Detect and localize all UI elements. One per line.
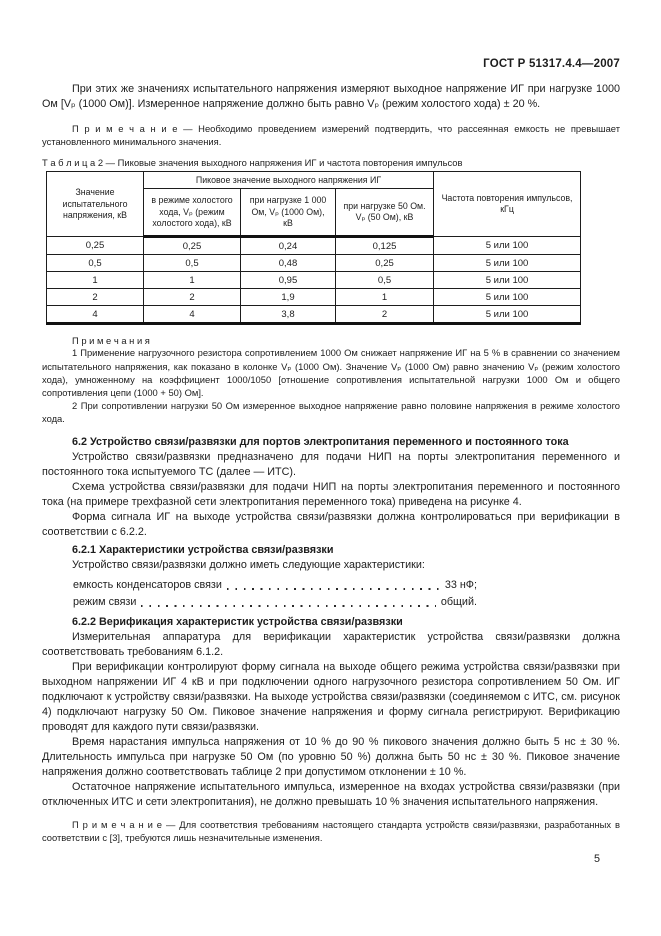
table-notes-title: П р и м е ч а н и я <box>72 335 150 347</box>
section-6-2-paragraph: Схема устройства связи/развязки для подачи НИП на порты электропитания переменного и постоянного тока (на примере трехфазной сети электропитания переменного тока) приведена на рисунке 4. <box>42 480 620 508</box>
table-cell: 2 <box>336 306 434 324</box>
table-cell: 3,8 <box>241 306 336 324</box>
table-cell: 0,25 <box>144 237 241 255</box>
table-cell: 1 <box>47 272 144 289</box>
characteristic-label: емкость конденсаторов связи <box>73 578 222 591</box>
doc-code-header: ГОСТ Р 51317.4.4—2007 <box>483 58 620 70</box>
section-6-2-paragraph: Устройство связи/развязки предназначено для подачи НИП на порты электропитания переменного и постоянного тока испытуемого ТС (далее — ИТС). <box>42 450 620 478</box>
intro-paragraph: При этих же значениях испытательного напряжения измеряют выходное напряжение ИГ при нагрузке 1000 Ом [Vₚ (1000 Ом)]. Измеренное напряжение должно быть равно Vₚ (режим холостого хода) ± 20 %. <box>42 83 620 110</box>
table-row <box>47 255 581 272</box>
section-6-2-2-heading: 6.2.2 Верификация характеристик устройства связи/развязки <box>72 615 403 628</box>
table-note-1: 1 Применение нагрузочного резистора сопротивлением 1000 Ом снижает напряжение ИГ на 5 % в сравнении со значением испытательного напряжения, как показано в колонке Vₚ (1000 Ом). Значение Vₚ (1000 Ом) равно значению Vₚ (режим холостого хода), умноженному на коэффициент 1000/1050 [отношение сопротивления испытательной нагрузки 1000 Ом и общего сопротивления цепи (1000 + 50) Ом]. <box>42 347 620 399</box>
table-cell: 0,5 <box>47 255 144 272</box>
col-header-repetition-frequency: Частота повторения импульсов, кГц <box>434 172 581 237</box>
table-note-2: 2 При сопротивлении нагрузки 50 Ом измеренное выходное напряжение равно половине напряжения в режиме холостого хода. <box>42 400 620 425</box>
table-cell: 5 или 100 <box>434 272 581 289</box>
section-6-2-paragraph: Форма сигнала ИГ на выходе устройства связи/развязки должна контролироваться при верификации в соответствии с 6.2.2. <box>42 510 620 538</box>
characteristic-value: общий. <box>440 595 477 608</box>
page-number: 5 <box>593 853 600 865</box>
table-cell: 4 <box>47 306 144 324</box>
section-6-2-1-heading: 6.2.1 Характеристики устройства связи/развязки <box>72 543 334 556</box>
table-2 <box>46 171 581 325</box>
table-cell: 0,25 <box>336 255 434 272</box>
section-6-2-2-paragraph: Время нарастания импульса напряжения от 10 % до 90 % пикового значения должно быть 5 нс ± 30 %. Длительность импульса при нагрузке 50 Ом (по уровню 50 %) должна быть 50 нс ± 30 %. Пиковое значение напряжения должно соответствовать таблице 2 при допустимом отклонении ± 10 %. <box>42 735 620 778</box>
col-header-peak-voltage-span: Пиковое значение выходного напряжения ИГ <box>144 172 434 189</box>
table-caption: Т а б л и ц а 2 — Пиковые значения выходного напряжения ИГ и частота повторения импульсов <box>42 157 463 169</box>
col-header-load-50: при нагрузке 50 Ом. Vₚ (50 Ом), кВ <box>336 189 434 237</box>
table-cell: 5 или 100 <box>434 306 581 324</box>
characteristic-row <box>73 578 477 593</box>
section-6-2-1-intro: Устройство связи/развязки должно иметь следующие характеристики: <box>72 558 425 571</box>
col-header-test-voltage: Значение испытательного напряжения, кВ <box>47 172 144 237</box>
table-cell: 0,125 <box>336 237 434 255</box>
characteristic-value: 33 нФ; <box>444 578 477 591</box>
table-cell: 0,48 <box>241 255 336 272</box>
section-6-2-heading: 6.2 Устройство связи/развязки для портов электропитания переменного и постоянного тока <box>72 435 569 448</box>
section-6-2-2-paragraph: Измерительная аппаратура для верификации характеристик устройства связи/развязки должна соответствовать требованиям 6.1.2. <box>42 630 620 658</box>
dot-leader <box>227 588 440 590</box>
table-cell: 5 или 100 <box>434 237 581 255</box>
table-cell: 1 <box>336 289 434 306</box>
dot-leader <box>141 605 435 607</box>
characteristic-row <box>73 595 477 610</box>
section-6-2-2-paragraph: При верификации контролируют форму сигнала на выходе общего режима устройства связи/развязки при выходном напряжении ИГ 4 кВ и при подключении одного нагрузочного резистора сопротивлением 50 Ом. ИГ подключают к устройству связи/развязки. На выходе устройства связи/развязки (соединяемом с ИТС, см. рисунок 4) подключают нагрузку 50 Ом. Пиковое значение напряжения и форму сигнала регистрируют. Верификацию проводят для каждого пути связи/развязки. <box>42 660 620 733</box>
table-row <box>47 272 581 289</box>
table-cell: 1,9 <box>241 289 336 306</box>
table-row <box>47 289 581 306</box>
section-6-2-2-paragraph: Остаточное напряжение испытательного импульса, измеренное на входах устройства связи/развязки (при отключенных ИТС и сети электропитания), не должно превышать 10 % значения испытательного напряжения. <box>42 780 620 808</box>
table-cell: 1 <box>144 272 241 289</box>
characteristics-list <box>73 578 477 610</box>
intro-note: П р и м е ч а н и е — Необходимо проведением измерений подтвердить, что рассеянная емкость не превышает установленного минимального значения. <box>42 123 620 148</box>
table-cell: 2 <box>47 289 144 306</box>
table-row <box>47 237 581 255</box>
col-header-open-circuit: в режиме холостого хода, Vₚ (режим холостого хода), кВ <box>144 189 241 237</box>
table-cell: 0,25 <box>47 237 144 255</box>
table-cell: 0,95 <box>241 272 336 289</box>
table-cell: 5 или 100 <box>434 255 581 272</box>
table-cell: 5 или 100 <box>434 289 581 306</box>
table-cell: 0,24 <box>241 237 336 255</box>
table-cell: 2 <box>144 289 241 306</box>
table-header-row-1 <box>47 172 581 189</box>
table-cell: 0,5 <box>144 255 241 272</box>
col-header-load-1000: при нагрузке 1 000 Ом, Vₚ (1000 Ом), кВ <box>241 189 336 237</box>
characteristic-label: режим связи <box>73 595 137 608</box>
section-6-2-2-note: П р и м е ч а н и е — Для соответствия требованиям настоящего стандарта устройств связи/развязки, разработанных в соответствии с [3], требуются лишь незначительные изменения. <box>42 818 620 843</box>
table-cell: 0,5 <box>336 272 434 289</box>
table-row <box>47 306 581 324</box>
table-notes <box>42 335 620 425</box>
table-cell: 4 <box>144 306 241 324</box>
